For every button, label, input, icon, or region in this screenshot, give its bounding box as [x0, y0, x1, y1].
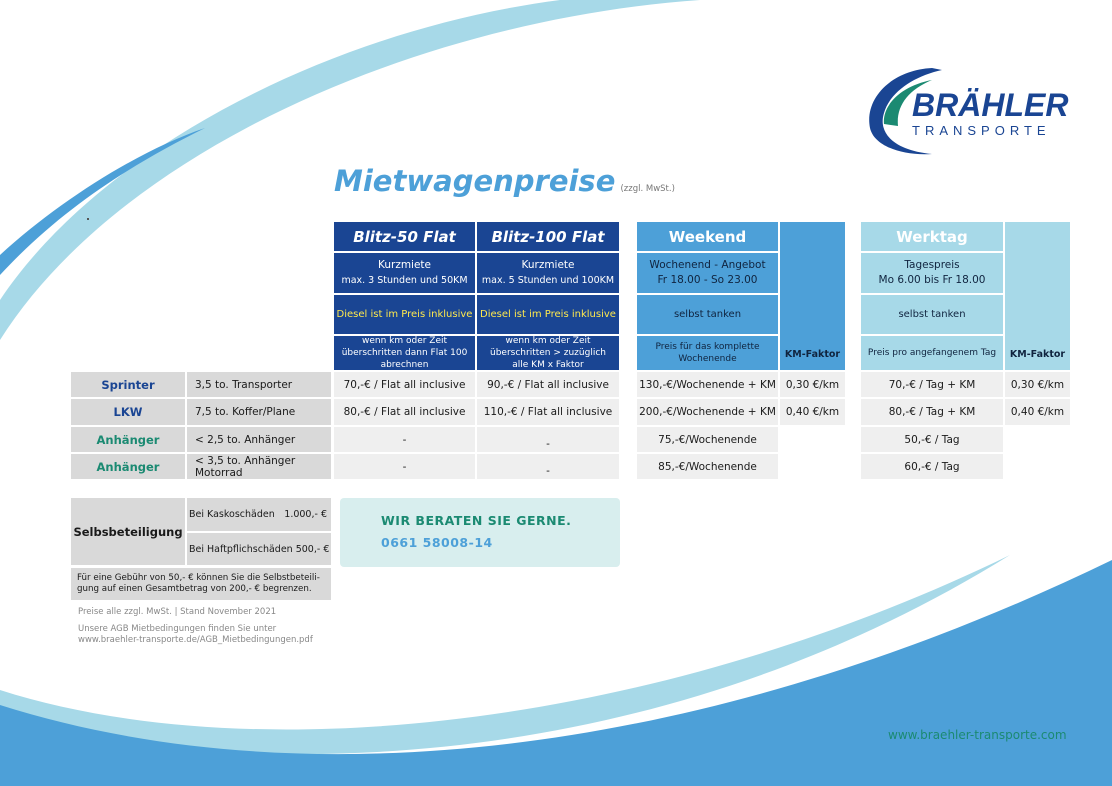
- row-sprinter-weekend: 130,-€/Wochenende + KM: [637, 372, 778, 397]
- footer-stand: Preise alle zzgl. MwSt. | Stand November 2021: [78, 607, 277, 617]
- blitz100-title: Blitz-100 Flat: [477, 222, 619, 251]
- logo-name: BRÄHLER: [912, 87, 1069, 123]
- footer-website-link[interactable]: www.braehler-transporte.com: [888, 728, 1067, 742]
- weekend-title: Weekend: [637, 222, 778, 251]
- row-anhaenger2-label: Anhänger: [71, 454, 185, 479]
- weekend-line1: Wochenend - Angebot: [649, 259, 766, 271]
- werktag-note: Preis pro angefangenem Tag: [861, 336, 1003, 370]
- row-lkw-blitz50: 80,-€ / Flat all inclusive: [334, 399, 475, 425]
- page-title: Mietwagenpreise: [334, 164, 616, 198]
- blitz100-diesel: Diesel ist im Preis inklusive: [477, 295, 619, 334]
- werktag-km-header: KM-Faktor: [1005, 222, 1070, 370]
- row-anhaenger1-weekend: 75,-€/Wochenende: [637, 427, 778, 452]
- weekend-terms: [637, 253, 778, 293]
- dot-mark: [87, 218, 89, 220]
- row-anhaenger1-desc: < 2,5 to. Anhänger: [187, 427, 331, 452]
- werktag-title: Werktag: [861, 222, 1003, 251]
- blitz50-title: Blitz-50 Flat: [334, 222, 475, 251]
- werktag-fuel: selbst tanken: [861, 295, 1003, 334]
- blitz50-line1: Kurzmiete: [377, 259, 432, 271]
- row-lkw-weekend: 200,-€/Wochenende + KM: [637, 399, 778, 425]
- row-lkw-label: LKW: [71, 399, 185, 425]
- footer-agb-link[interactable]: www.braehler-transporte.de/AGB_Mietbedingungen.pdf: [78, 635, 313, 645]
- werktag-line2: Mo 6.00 bis Fr 18.00: [878, 274, 986, 286]
- blitz100-note: wenn km oder Zeit überschritten > zuzüglich alle KM x Faktor: [477, 336, 619, 370]
- row-sprinter-label: Sprinter: [71, 372, 185, 397]
- werktag-line1: Tagespreis: [904, 259, 960, 271]
- selbst-fee-note: Für eine Gebühr von 50,- € können Sie die Selbstbeteili-gung auf einen Gesamtbetrag von 200,- € begrenzen.: [71, 568, 331, 600]
- blitz50-diesel: Diesel ist im Preis inklusive: [334, 295, 475, 334]
- weekend-note: Preis für das komplette Wochenende: [637, 336, 778, 370]
- blitz50-line2: max. 3 Stunden und 50KM: [341, 275, 468, 286]
- selbst-kasko-value: 1.000,- €: [284, 509, 327, 520]
- weekend-km-header: KM-Faktor: [780, 222, 845, 370]
- row-lkw-werktag-km: 0,40 €/km: [1005, 399, 1070, 425]
- row-sprinter-weekend-km: 0,30 €/km: [780, 372, 845, 397]
- row-anhaenger2-desc: < 3,5 to. Anhänger Motorrad: [187, 454, 331, 479]
- blitz100-line1: Kurzmiete: [521, 259, 575, 271]
- contact-phone[interactable]: 0661 58008-14: [381, 535, 493, 550]
- selbst-kasko: [187, 498, 331, 531]
- werktag-terms: [861, 253, 1003, 293]
- footer-agb-line1: Unsere AGB Mietbedingungen finden Sie unter: [78, 624, 277, 634]
- page-title-group: [334, 164, 675, 198]
- row-anhaenger1-blitz100: -: [477, 427, 619, 452]
- brand-logo: [862, 58, 1074, 158]
- selbst-haft: Bei Haftpflichschäden 500,- €: [187, 533, 331, 565]
- row-lkw-desc: 7,5 to. Koffer/Plane: [187, 399, 331, 425]
- row-anhaenger2-weekend: 85,-€/Wochenende: [637, 454, 778, 479]
- blitz50-terms: [334, 253, 475, 293]
- blitz100-line2: max. 5 Stunden und 100KM: [481, 275, 615, 286]
- logo-sub: TRANSPORTE: [912, 123, 1051, 138]
- row-sprinter-desc: 3,5 to. Transporter: [187, 372, 331, 397]
- row-sprinter-werktag-km: 0,30 €/km: [1005, 372, 1070, 397]
- row-anhaenger1-werktag: 50,-€ / Tag: [861, 427, 1003, 452]
- row-anhaenger1-label: Anhänger: [71, 427, 185, 452]
- title-note: (zzgl. MwSt.): [620, 184, 675, 194]
- blitz100-terms: [477, 253, 619, 293]
- row-anhaenger1-blitz50: -: [334, 427, 475, 452]
- selbst-kasko-label: Bei Kaskoschäden: [189, 509, 275, 520]
- row-lkw-werktag: 80,-€ / Tag + KM: [861, 399, 1003, 425]
- row-anhaenger2-blitz50: -: [334, 454, 475, 479]
- row-sprinter-blitz50: 70,-€ / Flat all inclusive: [334, 372, 475, 397]
- contact-box: [340, 498, 620, 567]
- row-anhaenger2-werktag: 60,-€ / Tag: [861, 454, 1003, 479]
- contact-headline: WIR BERATEN SIE GERNE.: [381, 513, 572, 528]
- row-sprinter-werktag: 70,-€ / Tag + KM: [861, 372, 1003, 397]
- selbst-label: Selbsbeteiligung: [71, 498, 185, 565]
- blitz50-note: wenn km oder Zeit überschritten dann Flat 100 abrechnen: [334, 336, 475, 370]
- row-lkw-blitz100: 110,-€ / Flat all inclusive: [477, 399, 619, 425]
- row-lkw-weekend-km: 0,40 €/km: [780, 399, 845, 425]
- weekend-fuel: selbst tanken: [637, 295, 778, 334]
- weekend-line2: Fr 18.00 - So 23.00: [657, 274, 758, 286]
- row-sprinter-blitz100: 90,-€ / Flat all inclusive: [477, 372, 619, 397]
- row-anhaenger2-blitz100: -: [477, 454, 619, 479]
